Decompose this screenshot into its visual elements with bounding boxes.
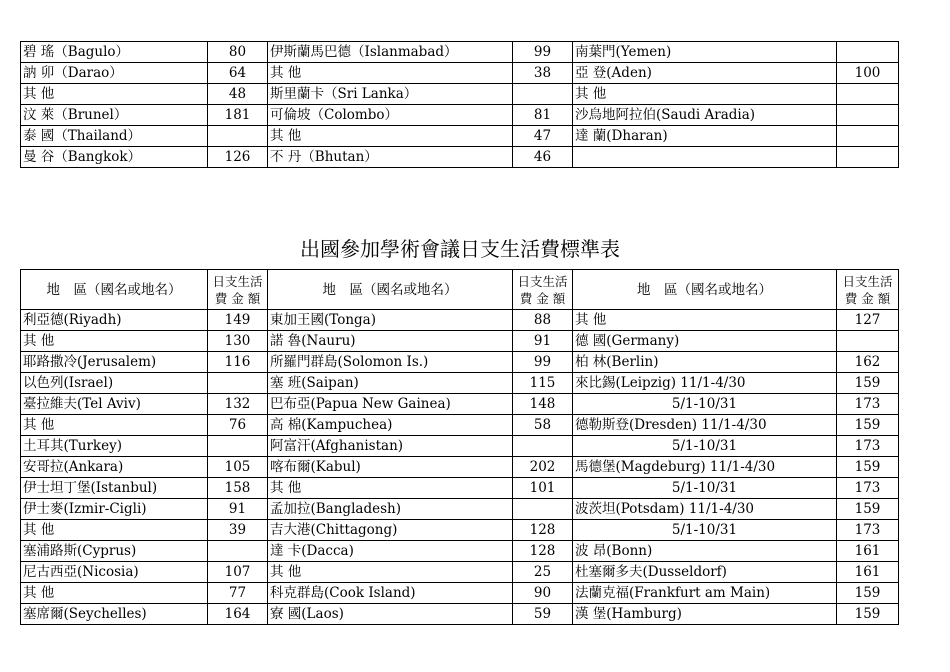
region-name: 其 他	[21, 84, 208, 105]
region-name: 汶 萊（Brunel）	[21, 105, 208, 126]
table-row	[21, 105, 899, 126]
allowance-amount: 100	[837, 63, 899, 84]
allowance-amount	[208, 373, 268, 394]
allowance-amount: 173	[837, 436, 899, 457]
table-row	[21, 42, 899, 63]
table-row	[21, 520, 899, 541]
region-name: 尼古西亞(Nicosia)	[21, 562, 208, 583]
top-allowance-table	[20, 41, 899, 168]
region-name: 安哥拉(Ankara)	[21, 457, 208, 478]
allowance-amount: 148	[513, 394, 573, 415]
region-name: 高 棉(Kampuchea)	[268, 415, 513, 436]
table-row	[21, 436, 899, 457]
region-name: 其 他	[573, 84, 837, 105]
region-name: 5/1-10/31	[573, 394, 837, 415]
table-row	[21, 478, 899, 499]
region-name: 其 他	[268, 63, 513, 84]
region-name: 其 他	[268, 562, 513, 583]
region-name: 寮 國(Laos)	[268, 604, 513, 625]
region-name: 達 蘭(Dharan)	[573, 126, 837, 147]
table-row	[21, 415, 899, 436]
region-name: 柏 林(Berlin)	[573, 352, 837, 373]
table-row	[21, 310, 899, 331]
table-row	[21, 604, 899, 625]
amount-header: 日支生活 費 金 額	[208, 270, 268, 310]
region-name: 以色列(Israel)	[21, 373, 208, 394]
region-name: 其 他	[21, 415, 208, 436]
region-name: 其 他	[21, 583, 208, 604]
allowance-amount: 128	[513, 541, 573, 562]
table-row	[21, 541, 899, 562]
allowance-amount: 59	[513, 604, 573, 625]
region-name: 其 他	[21, 520, 208, 541]
region-name: 波 昂(Bonn)	[573, 541, 837, 562]
allowance-amount: 88	[513, 310, 573, 331]
region-name: 其 他	[268, 126, 513, 147]
allowance-amount	[837, 105, 899, 126]
allowance-amount: 116	[208, 352, 268, 373]
allowance-amount: 81	[513, 105, 573, 126]
region-name: 不 丹（Bhutan）	[268, 147, 513, 168]
allowance-amount: 149	[208, 310, 268, 331]
region-name: 德 國(Germany)	[573, 331, 837, 352]
region-name: 塞 班(Saipan)	[268, 373, 513, 394]
allowance-amount: 202	[513, 457, 573, 478]
allowance-amount	[208, 436, 268, 457]
allowance-amount	[513, 84, 573, 105]
table-row	[21, 583, 899, 604]
region-name: 利亞德(Riyadh)	[21, 310, 208, 331]
region-name: 諾 魯(Nauru)	[268, 331, 513, 352]
allowance-table	[20, 269, 899, 625]
table-row	[21, 499, 899, 520]
region-name: 5/1-10/31	[573, 520, 837, 541]
allowance-amount: 159	[837, 604, 899, 625]
allowance-amount	[513, 436, 573, 457]
table-row	[21, 352, 899, 373]
region-name: 吉大港(Chittagong)	[268, 520, 513, 541]
region-name: 孟加拉(Bangladesh)	[268, 499, 513, 520]
region-header: 地 區（國名或地名）	[573, 270, 837, 310]
allowance-amount: 99	[513, 352, 573, 373]
allowance-amount: 126	[208, 147, 268, 168]
allowance-amount: 58	[513, 415, 573, 436]
allowance-amount: 38	[513, 63, 573, 84]
allowance-amount: 132	[208, 394, 268, 415]
allowance-amount: 159	[837, 583, 899, 604]
allowance-amount: 162	[837, 352, 899, 373]
region-name: 杜塞爾多夫(Dusseldorf)	[573, 562, 837, 583]
region-name: 法蘭克福(Frankfurt am Main)	[573, 583, 837, 604]
allowance-amount: 47	[513, 126, 573, 147]
allowance-amount: 161	[837, 562, 899, 583]
allowance-amount: 91	[513, 331, 573, 352]
region-name: 沙烏地阿拉伯(Saudi Aradia)	[573, 105, 837, 126]
allowance-amount: 25	[513, 562, 573, 583]
region-name: 其 他	[573, 310, 837, 331]
table-row	[21, 126, 899, 147]
region-name: 伊士坦丁堡(Istanbul)	[21, 478, 208, 499]
table-row	[21, 457, 899, 478]
region-name: 科克群島(Cook Island)	[268, 583, 513, 604]
region-header: 地 區（國名或地名）	[21, 270, 208, 310]
allowance-amount: 77	[208, 583, 268, 604]
allowance-amount: 159	[837, 499, 899, 520]
allowance-amount: 173	[837, 394, 899, 415]
region-name: 馬德堡(Magdeburg) 11/1-4/30	[573, 457, 837, 478]
allowance-amount: 115	[513, 373, 573, 394]
region-name: 塞浦路斯(Cyprus)	[21, 541, 208, 562]
table-row	[21, 394, 899, 415]
allowance-amount: 127	[837, 310, 899, 331]
allowance-amount: 80	[208, 42, 268, 63]
allowance-amount	[837, 126, 899, 147]
amount-header: 日支生活 費 金 額	[513, 270, 573, 310]
allowance-amount: 161	[837, 541, 899, 562]
table-row	[21, 84, 899, 105]
allowance-amount: 128	[513, 520, 573, 541]
region-name: 喀布爾(Kabul)	[268, 457, 513, 478]
allowance-amount: 158	[208, 478, 268, 499]
region-name: 土耳其(Turkey)	[21, 436, 208, 457]
region-name: 5/1-10/31	[573, 436, 837, 457]
allowance-amount: 107	[208, 562, 268, 583]
region-header: 地 區（國名或地名）	[268, 270, 513, 310]
allowance-amount: 159	[837, 415, 899, 436]
allowance-amount: 91	[208, 499, 268, 520]
region-name: 巴布亞(Papua New Gainea)	[268, 394, 513, 415]
allowance-amount: 173	[837, 520, 899, 541]
region-name: 南葉門(Yemen)	[573, 42, 837, 63]
region-name: 可倫坡（Colombo）	[268, 105, 513, 126]
allowance-amount: 64	[208, 63, 268, 84]
allowance-amount: 181	[208, 105, 268, 126]
region-name: 東加王國(Tonga)	[268, 310, 513, 331]
table-row	[21, 331, 899, 352]
region-name: 曼 谷（Bangkok）	[21, 147, 208, 168]
allowance-amount: 90	[513, 583, 573, 604]
region-name: 泰 國（Thailand）	[21, 126, 208, 147]
table-row	[21, 63, 899, 84]
allowance-amount	[837, 331, 899, 352]
table-row	[21, 562, 899, 583]
page-title: 出國參加學術會議日支生活費標準表	[300, 237, 620, 261]
allowance-amount: 101	[513, 478, 573, 499]
region-name: 訥 卯（Darao）	[21, 63, 208, 84]
region-name: 來比錫(Leipzig) 11/1-4/30	[573, 373, 837, 394]
region-name: 亞 登(Aden)	[573, 63, 837, 84]
table-row	[21, 147, 899, 168]
allowance-amount: 48	[208, 84, 268, 105]
allowance-amount: 164	[208, 604, 268, 625]
allowance-amount	[513, 499, 573, 520]
allowance-amount: 173	[837, 478, 899, 499]
table-body	[21, 310, 899, 625]
region-name: 斯里蘭卡（Sri Lanka）	[268, 84, 513, 105]
allowance-amount: 76	[208, 415, 268, 436]
allowance-amount	[208, 541, 268, 562]
allowance-amount	[837, 42, 899, 63]
allowance-amount: 159	[837, 373, 899, 394]
allowance-amount	[837, 147, 899, 168]
region-name: 阿富汗(Afghanistan)	[268, 436, 513, 457]
amount-header: 日支生活 費 金 額	[837, 270, 899, 310]
region-name: 波茨坦(Potsdam) 11/1-4/30	[573, 499, 837, 520]
table-row	[21, 373, 899, 394]
region-name: 耶路撒冷(Jerusalem)	[21, 352, 208, 373]
region-name: 伊斯蘭馬巴德（Islanmabad）	[268, 42, 513, 63]
region-name: 5/1-10/31	[573, 478, 837, 499]
region-name: 碧 瑤（Bagulo）	[21, 42, 208, 63]
region-name: 其 他	[268, 478, 513, 499]
region-name: 塞席爾(Seychelles)	[21, 604, 208, 625]
allowance-amount: 46	[513, 147, 573, 168]
top-table-body	[21, 42, 899, 168]
region-name: 臺拉維夫(Tel Aviv)	[21, 394, 208, 415]
allowance-amount	[208, 126, 268, 147]
region-name	[573, 147, 837, 168]
region-name: 所羅門群島(Solomon Is.)	[268, 352, 513, 373]
allowance-amount: 99	[513, 42, 573, 63]
allowance-amount: 159	[837, 457, 899, 478]
region-name: 漢 堡(Hamburg)	[573, 604, 837, 625]
region-name: 其 他	[21, 331, 208, 352]
region-name: 德勒斯登(Dresden) 11/1-4/30	[573, 415, 837, 436]
region-name: 達 卡(Dacca)	[268, 541, 513, 562]
allowance-amount	[837, 84, 899, 105]
region-name: 伊士麥(Izmir-Cigli)	[21, 499, 208, 520]
allowance-amount: 39	[208, 520, 268, 541]
allowance-amount: 130	[208, 331, 268, 352]
allowance-amount: 105	[208, 457, 268, 478]
table-header-row	[21, 270, 899, 310]
